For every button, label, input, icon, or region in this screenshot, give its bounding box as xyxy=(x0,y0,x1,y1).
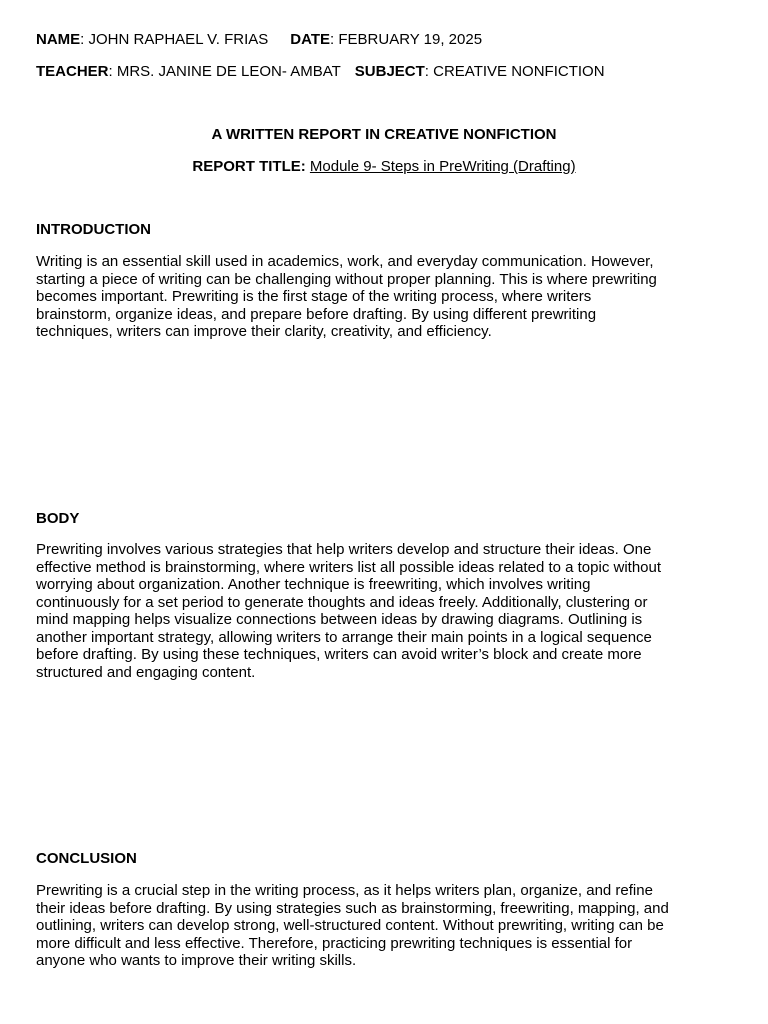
body-line: Prewriting involves various strategies that help writers develop and structure their ideas. One xyxy=(36,541,652,558)
teacher-value: : MRS. JANINE DE LEON- AMBAT xyxy=(108,63,341,80)
conclusion-line: Prewriting is a crucial step in the writing process, as it helps writers plan, organize, and refine xyxy=(36,882,653,899)
introduction-line: brainstorm, organize ideas, and prepare before drafting. By using different prewriting xyxy=(36,305,597,323)
date-label: DATE xyxy=(290,31,331,48)
body-paragraph xyxy=(36,541,736,681)
conclusion-line: their ideas before drafting. By using strategies such as brainstorming, freewriting, mapping, and xyxy=(36,899,669,917)
conclusion-line: more difficult and less effective. Therefore, practicing prewriting techniques is essential for xyxy=(36,934,633,952)
body-heading: BODY xyxy=(36,510,80,527)
report-title-line xyxy=(0,158,768,176)
conclusion-line: outlining, writers can develop strong, well-structured content. Without prewriting, writing can be xyxy=(36,917,664,934)
date-value: : FEBRUARY 19, 2025 xyxy=(330,31,483,48)
introduction-line: starting a piece of writing can be challenging without proper planning. This is where prewriting xyxy=(36,270,657,288)
conclusion-heading: CONCLUSION xyxy=(36,850,137,867)
teacher-subject-line xyxy=(36,63,605,81)
report-title-label: REPORT TITLE: xyxy=(192,158,306,175)
report-heading: A WRITTEN REPORT IN CREATIVE NONFICTION xyxy=(211,126,557,143)
body-line: before drafting. By using these techniques, writers can avoid writer’s block and create more xyxy=(36,646,642,663)
introduction-heading: INTRODUCTION xyxy=(36,221,151,238)
teacher-label: TEACHER xyxy=(36,63,109,80)
name-label: NAME xyxy=(36,31,81,48)
conclusion-line: anyone who wants to improve their writing skills. xyxy=(36,952,357,969)
body-line: structured and engaging content. xyxy=(36,663,256,681)
introduction-line: techniques, writers can improve their clarity, creativity, and efficiency. xyxy=(36,323,492,340)
name-date-line xyxy=(36,31,482,49)
name-value: : JOHN RAPHAEL V. FRIAS xyxy=(80,31,269,48)
body-line: mind mapping helps visualize connections between ideas by drawing diagrams. Outlining is xyxy=(36,611,643,628)
body-line: effective method is brainstorming, where writers list all possible ideas related to a topic without xyxy=(36,558,662,576)
subject-label: SUBJECT xyxy=(354,63,425,80)
body-line: worrying about organization. Another technique is freewriting, which involves writing xyxy=(36,576,591,593)
introduction-line: Writing is an essential skill used in academics, work, and everyday communication. However, xyxy=(36,253,654,270)
conclusion-paragraph xyxy=(36,882,736,970)
report-title-value: Module 9- Steps in PreWriting (Drafting) xyxy=(309,158,576,175)
subject-value: : CREATIVE NONFICTION xyxy=(424,63,605,80)
introduction-line: becomes important. Prewriting is the first stage of the writing process, where writers xyxy=(36,288,592,305)
body-line: another important strategy, allowing writers to arrange their main points in a logical sequence xyxy=(36,628,652,646)
introduction-paragraph xyxy=(36,253,736,341)
body-line: continuously for a set period to generate thoughts and ideas freely. Additionally, clustering or xyxy=(36,593,648,611)
